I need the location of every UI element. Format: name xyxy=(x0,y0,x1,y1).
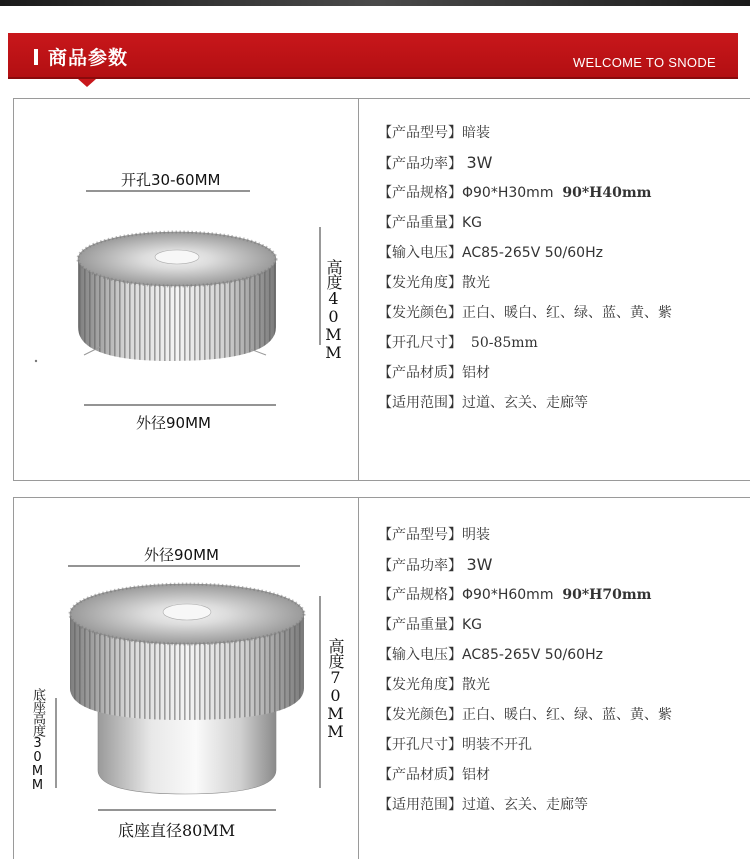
spec-row-voltage: 【输入电压】AC85-265V 50/60Hz xyxy=(378,647,603,663)
spec-row-weight: 【产品重量】KG xyxy=(378,617,483,633)
dimension-label-base-height: 底座高度30MM xyxy=(30,688,45,792)
spec-row-beam-angle: 【发光角度】散光 xyxy=(378,275,490,291)
spec-row-model: 【产品型号】暗装 xyxy=(378,125,490,141)
spec-row-size: 【产品规格】Φ90*H30mm 90*H40mm xyxy=(378,185,652,201)
heatsink-illustration xyxy=(14,498,358,860)
card-divider xyxy=(358,498,359,859)
dimension-label-cutout: 开孔30-60MM xyxy=(121,171,221,189)
card-divider xyxy=(358,99,359,480)
product-card-surface xyxy=(13,497,750,859)
product-image-surface xyxy=(14,498,358,859)
header-accent-bar xyxy=(34,49,38,65)
section-header xyxy=(8,33,738,79)
spec-row-application: 【适用范围】过道、玄关、走廊等 xyxy=(378,797,588,813)
spec-row-weight: 【产品重量】KG xyxy=(378,215,483,231)
top-decorative-bar xyxy=(0,0,750,6)
product-card-recessed xyxy=(13,98,750,481)
dimension-label-outer-diameter: 外径90MM xyxy=(144,546,219,564)
spec-row-material: 【产品材质】铝材 xyxy=(378,365,490,381)
product-image-recessed xyxy=(14,99,358,480)
spec-row-color: 【发光颜色】正白、暖白、红、绿、蓝、黄、紫 xyxy=(378,305,672,321)
spec-row-beam-angle: 【发光角度】散光 xyxy=(378,677,490,693)
dimension-label-base-diameter: 底座直径80MM xyxy=(118,821,236,840)
dimension-label-height: 高度70MM xyxy=(326,638,345,740)
spec-row-power: 【产品功率】 3W xyxy=(378,555,493,574)
spec-row-voltage: 【输入电压】AC85-265V 50/60Hz xyxy=(378,245,603,261)
dimension-label-outer-diameter: 外径90MM xyxy=(136,414,211,432)
section-title: 商品参数 xyxy=(48,47,129,69)
spec-row-cutout: 【开孔尺寸】 50-85mm xyxy=(378,335,538,351)
spec-row-material: 【产品材质】铝材 xyxy=(378,767,490,783)
spec-row-application: 【适用范围】过道、玄关、走廊等 xyxy=(378,395,588,411)
spec-row-cutout: 【开孔尺寸】明装不开孔 xyxy=(378,737,532,753)
spec-list xyxy=(378,523,672,823)
header-notch xyxy=(78,79,96,87)
spec-list xyxy=(378,121,672,421)
section-subtitle: WELCOME TO SNODE xyxy=(572,55,716,70)
spec-row-model: 【产品型号】明装 xyxy=(378,527,490,543)
spec-row-size: 【产品规格】Φ90*H60mm 90*H70mm xyxy=(378,587,652,603)
spec-row-power: 【产品功率】 3W xyxy=(378,153,493,172)
dimension-label-height: 高度40MM xyxy=(324,259,343,361)
spec-row-color: 【发光颜色】正白、暖白、红、绿、蓝、黄、紫 xyxy=(378,707,672,723)
